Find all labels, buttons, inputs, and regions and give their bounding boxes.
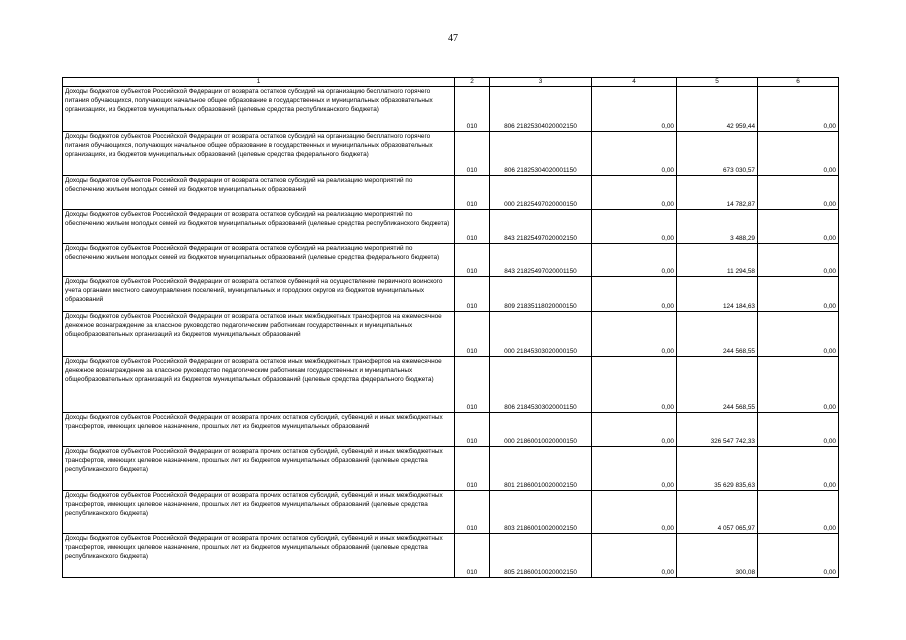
row-amount-col6: 0,00	[758, 312, 839, 357]
row-amount-col5: 673 030,57	[677, 132, 758, 176]
table-row	[63, 312, 839, 357]
row-description: Доходы бюджетов субъектов Российской Федерации от возврата остатков субсидий на организацию бесплатного горячего питания обучающихся, получающих начальное общее образование в государственных и муниципальных образовательных организациях, из бюджетов муниципальных образований (целевые средства федерального бюджета)	[63, 132, 455, 176]
row-amount-col5: 11 294,58	[677, 244, 758, 277]
row-amount-col5: 14 782,87	[677, 176, 758, 210]
row-description: Доходы бюджетов субъектов Российской Федерации от возврата остатков субсидий на реализацию мероприятий по обеспечению жильем молодых семей из бюджетов муниципальных образований (целевые средства федерального бюджета)	[63, 244, 455, 277]
row-description: Доходы бюджетов субъектов Российской Федерации от возврата прочих остатков субсидий, субвенций и иных межбюджетных трансфертов, имеющих целевое назначение, прошлых лет из бюджетов муниципальных образований (целевые средства республиканского бюджета)	[63, 447, 455, 491]
row-amount-col6: 0,00	[758, 447, 839, 491]
column-header: 5	[677, 78, 758, 87]
table-row	[63, 132, 839, 176]
row-description: Доходы бюджетов субъектов Российской Федерации от возврата прочих остатков субсидий, субвенций и иных межбюджетных трансфертов, имеющих целевое назначение, прошлых лет из бюджетов муниципальных образований (целевые средства республиканского бюджета)	[63, 491, 455, 534]
page-number: 47	[448, 33, 458, 44]
row-classification-code: 843 21825497020001150	[490, 244, 592, 277]
row-line-code: 010	[455, 132, 490, 176]
table-row	[63, 244, 839, 277]
table-row	[63, 491, 839, 534]
row-amount-col4: 0,00	[592, 491, 677, 534]
column-header: 4	[592, 78, 677, 87]
table-row	[63, 413, 839, 447]
row-amount-col6: 0,00	[758, 87, 839, 132]
row-classification-code: 809 21835118020000150	[490, 277, 592, 312]
row-line-code: 010	[455, 357, 490, 413]
table-row	[63, 357, 839, 413]
row-amount-col6: 0,00	[758, 491, 839, 534]
table-row	[63, 210, 839, 244]
row-amount-col6: 0,00	[758, 210, 839, 244]
row-amount-col6: 0,00	[758, 277, 839, 312]
row-classification-code: 843 21825497020002150	[490, 210, 592, 244]
row-classification-code: 806 21825304020002150	[490, 87, 592, 132]
column-header: 3	[490, 78, 592, 87]
row-description: Доходы бюджетов субъектов Российской Федерации от возврата остатков субвенций на осуществление первичного воинского учета органами местного самоуправления поселений, муниципальных и городских округов из бюджетов муниципальных образований	[63, 277, 455, 312]
row-amount-col4: 0,00	[592, 176, 677, 210]
row-amount-col6: 0,00	[758, 244, 839, 277]
report-table	[62, 77, 839, 578]
row-line-code: 010	[455, 176, 490, 210]
column-header: 6	[758, 78, 839, 87]
row-amount-col6: 0,00	[758, 176, 839, 210]
row-amount-col6: 0,00	[758, 413, 839, 447]
row-classification-code: 801 21860010020002150	[490, 447, 592, 491]
row-amount-col5: 4 057 065,97	[677, 491, 758, 534]
row-description: Доходы бюджетов субъектов Российской Федерации от возврата остатков субсидий на организацию бесплатного горячего питания обучающихся, получающих начальное общее образование в государственных и муниципальных образовательных организациях, из бюджетов муниципальных образований (целевые средства республиканского бюджета)	[63, 87, 455, 132]
row-classification-code: 000 21860010020000150	[490, 413, 592, 447]
row-line-code: 010	[455, 413, 490, 447]
row-line-code: 010	[455, 447, 490, 491]
header-row	[63, 78, 839, 87]
column-header: 2	[455, 78, 490, 87]
column-header: 1	[63, 78, 455, 87]
row-description: Доходы бюджетов субъектов Российской Федерации от возврата остатков иных межбюджетных трансфертов на ежемесячное денежное вознаграждение за классное руководство педагогическим работникам государственных и муниципальных общеобразовательных организаций из бюджетов муниципальных образований (целевые средства федерального бюджета)	[63, 357, 455, 413]
row-amount-col5: 244 568,55	[677, 312, 758, 357]
row-amount-col4: 0,00	[592, 210, 677, 244]
row-line-code: 010	[455, 491, 490, 534]
row-classification-code: 806 21825304020001150	[490, 132, 592, 176]
row-amount-col4: 0,00	[592, 357, 677, 413]
row-description: Доходы бюджетов субъектов Российской Федерации от возврата остатков субсидий на реализацию мероприятий по обеспечению жильем молодых семей из бюджетов муниципальных образований	[63, 176, 455, 210]
row-amount-col5: 244 568,55	[677, 357, 758, 413]
row-amount-col5: 326 547 742,33	[677, 413, 758, 447]
row-line-code: 010	[455, 277, 490, 312]
row-description: Доходы бюджетов субъектов Российской Федерации от возврата прочих остатков субсидий, субвенций и иных межбюджетных трансфертов, имеющих целевое назначение, прошлых лет из бюджетов муниципальных образований	[63, 413, 455, 447]
table-row	[63, 534, 839, 578]
row-amount-col6: 0,00	[758, 132, 839, 176]
row-classification-code: 806 21845303020001150	[490, 357, 592, 413]
row-classification-code: 000 21825497020000150	[490, 176, 592, 210]
row-amount-col5: 300,08	[677, 534, 758, 578]
row-description: Доходы бюджетов субъектов Российской Федерации от возврата остатков субсидий на реализацию мероприятий по обеспечению жильем молодых семей из бюджетов муниципальных образований (целевые средства республиканского бюджета)	[63, 210, 455, 244]
row-amount-col4: 0,00	[592, 447, 677, 491]
row-amount-col4: 0,00	[592, 87, 677, 132]
row-amount-col6: 0,00	[758, 357, 839, 413]
row-line-code: 010	[455, 312, 490, 357]
row-amount-col4: 0,00	[592, 534, 677, 578]
row-amount-col6: 0,00	[758, 534, 839, 578]
row-amount-col4: 0,00	[592, 413, 677, 447]
row-amount-col4: 0,00	[592, 312, 677, 357]
table-row	[63, 447, 839, 491]
row-line-code: 010	[455, 534, 490, 578]
row-classification-code: 000 21845303020000150	[490, 312, 592, 357]
row-classification-code: 803 21860010020002150	[490, 491, 592, 534]
row-line-code: 010	[455, 210, 490, 244]
table-row	[63, 277, 839, 312]
row-amount-col4: 0,00	[592, 132, 677, 176]
table-row	[63, 87, 839, 132]
row-amount-col5: 42 959,44	[677, 87, 758, 132]
row-amount-col5: 35 629 835,63	[677, 447, 758, 491]
row-amount-col4: 0,00	[592, 277, 677, 312]
row-amount-col5: 124 184,63	[677, 277, 758, 312]
table-row	[63, 176, 839, 210]
row-description: Доходы бюджетов субъектов Российской Федерации от возврата остатков иных межбюджетных трансфертов на ежемесячное денежное вознаграждение за классное руководство педагогическим работникам государственных и муниципальных общеобразовательных организаций из бюджетов муниципальных образований	[63, 312, 455, 357]
row-description: Доходы бюджетов субъектов Российской Федерации от возврата прочих остатков субсидий, субвенций и иных межбюджетных трансфертов, имеющих целевое назначение, прошлых лет из бюджетов муниципальных образований (целевые средства республиканского бюджета)	[63, 534, 455, 578]
row-amount-col5: 3 488,29	[677, 210, 758, 244]
row-line-code: 010	[455, 244, 490, 277]
row-line-code: 010	[455, 87, 490, 132]
row-amount-col4: 0,00	[592, 244, 677, 277]
row-classification-code: 805 21860010020002150	[490, 534, 592, 578]
